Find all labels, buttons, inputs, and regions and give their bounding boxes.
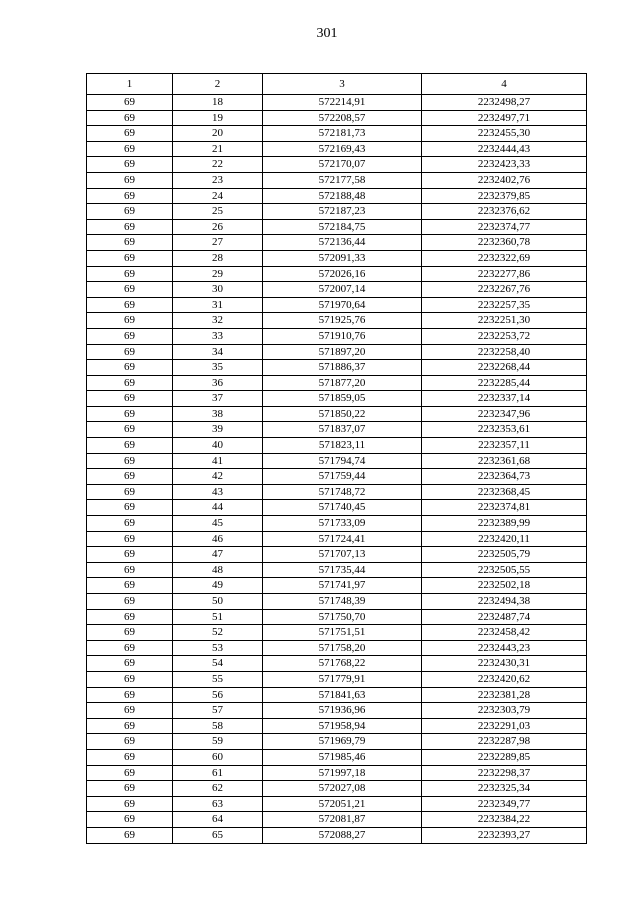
table-cell-col-1: 69 [87, 578, 173, 594]
table-cell-col-3: 572051,21 [263, 796, 422, 812]
table-cell-col-2: 38 [173, 406, 263, 422]
table-cell-col-2: 32 [173, 313, 263, 329]
table-cell-col-4: 2232423,33 [422, 157, 587, 173]
table-cell-col-3: 572177,58 [263, 172, 422, 188]
table-cell-col-1: 69 [87, 266, 173, 282]
table-cell-col-4: 2232277,86 [422, 266, 587, 282]
table-cell-col-3: 572170,07 [263, 157, 422, 173]
table-body [87, 95, 587, 844]
table-cell-col-2: 51 [173, 609, 263, 625]
table-cell-col-2: 63 [173, 796, 263, 812]
table-cell-col-3: 572214,91 [263, 95, 422, 111]
table-row [87, 484, 587, 500]
table-row [87, 812, 587, 828]
table-cell-col-1: 69 [87, 749, 173, 765]
table-cell-col-4: 2232487,74 [422, 609, 587, 625]
column-header-4: 4 [422, 74, 587, 95]
table-cell-col-4: 2232322,69 [422, 250, 587, 266]
table-cell-col-3: 571741,97 [263, 578, 422, 594]
table-cell-col-3: 571733,09 [263, 516, 422, 532]
table-cell-col-1: 69 [87, 765, 173, 781]
table-cell-col-4: 2232287,98 [422, 734, 587, 750]
table-cell-col-1: 69 [87, 453, 173, 469]
table-cell-col-3: 571794,74 [263, 453, 422, 469]
table-cell-col-4: 2232361,68 [422, 453, 587, 469]
table-row [87, 531, 587, 547]
table-cell-col-4: 2232258,40 [422, 344, 587, 360]
table-cell-col-1: 69 [87, 781, 173, 797]
table-cell-col-1: 69 [87, 625, 173, 641]
table-row [87, 703, 587, 719]
table-cell-col-4: 2232357,11 [422, 438, 587, 454]
table-row [87, 578, 587, 594]
table-cell-col-1: 69 [87, 313, 173, 329]
table-cell-col-2: 43 [173, 484, 263, 500]
table-row [87, 749, 587, 765]
table-cell-col-1: 69 [87, 562, 173, 578]
table-cell-col-3: 571750,70 [263, 609, 422, 625]
table-row [87, 609, 587, 625]
table-row [87, 204, 587, 220]
table-cell-col-2: 36 [173, 375, 263, 391]
table-cell-col-1: 69 [87, 469, 173, 485]
table-cell-col-1: 69 [87, 796, 173, 812]
table-cell-col-2: 54 [173, 656, 263, 672]
table-cell-col-2: 26 [173, 219, 263, 235]
table-row [87, 500, 587, 516]
table-cell-col-4: 2232374,81 [422, 500, 587, 516]
table-cell-col-3: 571735,44 [263, 562, 422, 578]
table-cell-col-4: 2232379,85 [422, 188, 587, 204]
table-cell-col-4: 2232298,37 [422, 765, 587, 781]
table-cell-col-2: 18 [173, 95, 263, 111]
table-cell-col-1: 69 [87, 687, 173, 703]
table-cell-col-1: 69 [87, 609, 173, 625]
table-cell-col-2: 52 [173, 625, 263, 641]
table-cell-col-4: 2232285,44 [422, 375, 587, 391]
table-cell-col-4: 2232393,27 [422, 827, 587, 843]
table-cell-col-2: 49 [173, 578, 263, 594]
table-cell-col-2: 62 [173, 781, 263, 797]
table-row [87, 640, 587, 656]
table-cell-col-4: 2232291,03 [422, 718, 587, 734]
table-cell-col-1: 69 [87, 126, 173, 142]
table-row [87, 547, 587, 563]
table-row [87, 375, 587, 391]
table-cell-col-4: 2232374,77 [422, 219, 587, 235]
table-cell-col-2: 37 [173, 391, 263, 407]
table-cell-col-4: 2232347,96 [422, 406, 587, 422]
table-row [87, 671, 587, 687]
table-cell-col-2: 21 [173, 141, 263, 157]
table-cell-col-1: 69 [87, 516, 173, 532]
table-cell-col-3: 572081,87 [263, 812, 422, 828]
table-cell-col-2: 45 [173, 516, 263, 532]
table-row [87, 625, 587, 641]
table-row [87, 157, 587, 173]
table-cell-col-2: 29 [173, 266, 263, 282]
table-cell-col-1: 69 [87, 671, 173, 687]
table-cell-col-4: 2232443,23 [422, 640, 587, 656]
table-cell-col-2: 48 [173, 562, 263, 578]
table-cell-col-4: 2232430,31 [422, 656, 587, 672]
table-cell-col-2: 64 [173, 812, 263, 828]
table-cell-col-3: 571859,05 [263, 391, 422, 407]
table-row [87, 796, 587, 812]
table-cell-col-2: 24 [173, 188, 263, 204]
table-cell-col-3: 572188,48 [263, 188, 422, 204]
table-row [87, 687, 587, 703]
table-cell-col-2: 50 [173, 594, 263, 610]
table-cell-col-3: 571748,72 [263, 484, 422, 500]
table-cell-col-2: 56 [173, 687, 263, 703]
table-cell-col-2: 20 [173, 126, 263, 142]
table-row [87, 438, 587, 454]
table-row [87, 126, 587, 142]
table-row [87, 656, 587, 672]
table-cell-col-1: 69 [87, 95, 173, 111]
table-row [87, 313, 587, 329]
table-cell-col-1: 69 [87, 250, 173, 266]
table-cell-col-4: 2232444,43 [422, 141, 587, 157]
table-cell-col-3: 571970,64 [263, 297, 422, 313]
table-row [87, 406, 587, 422]
table-cell-col-2: 25 [173, 204, 263, 220]
table-cell-col-1: 69 [87, 172, 173, 188]
page-number: 301 [316, 26, 338, 41]
table-cell-col-3: 572184,75 [263, 219, 422, 235]
table-cell-col-3: 571707,13 [263, 547, 422, 563]
table-cell-col-4: 2232505,79 [422, 547, 587, 563]
table-cell-col-1: 69 [87, 375, 173, 391]
table-cell-col-1: 69 [87, 718, 173, 734]
table-cell-col-1: 69 [87, 204, 173, 220]
table-row [87, 469, 587, 485]
table-cell-col-4: 2232289,85 [422, 749, 587, 765]
table-cell-col-2: 34 [173, 344, 263, 360]
table-row [87, 453, 587, 469]
table-cell-col-1: 69 [87, 219, 173, 235]
table-cell-col-2: 22 [173, 157, 263, 173]
table-cell-col-3: 571925,76 [263, 313, 422, 329]
table-cell-col-3: 571759,44 [263, 469, 422, 485]
table-cell-col-3: 571740,45 [263, 500, 422, 516]
table-cell-col-3: 572007,14 [263, 282, 422, 298]
table-cell-col-4: 2232420,62 [422, 671, 587, 687]
table-cell-col-3: 571758,20 [263, 640, 422, 656]
table-row [87, 188, 587, 204]
table-cell-col-2: 65 [173, 827, 263, 843]
table-row [87, 718, 587, 734]
table-cell-col-2: 41 [173, 453, 263, 469]
table-cell-col-1: 69 [87, 235, 173, 251]
table-cell-col-4: 2232402,76 [422, 172, 587, 188]
table-cell-col-1: 69 [87, 531, 173, 547]
table-cell-col-3: 572187,23 [263, 204, 422, 220]
table-cell-col-4: 2232498,27 [422, 95, 587, 111]
table-cell-col-1: 69 [87, 812, 173, 828]
table-cell-col-1: 69 [87, 827, 173, 843]
table-row [87, 141, 587, 157]
table-row [87, 95, 587, 111]
table-cell-col-1: 69 [87, 406, 173, 422]
table-row [87, 594, 587, 610]
table-cell-col-4: 2232420,11 [422, 531, 587, 547]
table-cell-col-4: 2232502,18 [422, 578, 587, 594]
table-cell-col-1: 69 [87, 656, 173, 672]
table-cell-col-3: 571779,91 [263, 671, 422, 687]
table-cell-col-4: 2232349,77 [422, 796, 587, 812]
table-cell-col-4: 2232389,99 [422, 516, 587, 532]
table-cell-col-2: 57 [173, 703, 263, 719]
table-row [87, 282, 587, 298]
table-cell-col-1: 69 [87, 484, 173, 500]
table-cell-col-4: 2232376,62 [422, 204, 587, 220]
table-cell-col-2: 53 [173, 640, 263, 656]
table-cell-col-3: 571997,18 [263, 765, 422, 781]
table-cell-col-3: 571841,63 [263, 687, 422, 703]
table-row [87, 516, 587, 532]
table-cell-col-1: 69 [87, 547, 173, 563]
table-cell-col-3: 571724,41 [263, 531, 422, 547]
table-cell-col-1: 69 [87, 328, 173, 344]
table-cell-col-3: 571910,76 [263, 328, 422, 344]
table-cell-col-2: 42 [173, 469, 263, 485]
table-cell-col-1: 69 [87, 188, 173, 204]
table-cell-col-3: 571969,79 [263, 734, 422, 750]
coordinates-table [86, 73, 587, 844]
table-row [87, 266, 587, 282]
table-cell-col-2: 39 [173, 422, 263, 438]
table-cell-col-1: 69 [87, 438, 173, 454]
table-row [87, 422, 587, 438]
table-cell-col-3: 571823,11 [263, 438, 422, 454]
table-cell-col-2: 31 [173, 297, 263, 313]
table-cell-col-4: 2232494,38 [422, 594, 587, 610]
table-cell-col-1: 69 [87, 594, 173, 610]
table-cell-col-4: 2232497,71 [422, 110, 587, 126]
table-cell-col-3: 572088,27 [263, 827, 422, 843]
table-cell-col-3: 571768,22 [263, 656, 422, 672]
table-row [87, 219, 587, 235]
table-cell-col-4: 2232360,78 [422, 235, 587, 251]
table-cell-col-2: 40 [173, 438, 263, 454]
table-cell-col-3: 572027,08 [263, 781, 422, 797]
table-cell-col-2: 27 [173, 235, 263, 251]
table-cell-col-1: 69 [87, 703, 173, 719]
table-row [87, 360, 587, 376]
table-cell-col-1: 69 [87, 157, 173, 173]
table-cell-col-3: 572136,44 [263, 235, 422, 251]
table-cell-col-4: 2232455,30 [422, 126, 587, 142]
table-row [87, 172, 587, 188]
table-cell-col-2: 33 [173, 328, 263, 344]
table-cell-col-2: 19 [173, 110, 263, 126]
table-cell-col-4: 2232268,44 [422, 360, 587, 376]
table-row [87, 250, 587, 266]
table-cell-col-4: 2232364,73 [422, 469, 587, 485]
table-cell-col-2: 35 [173, 360, 263, 376]
table-cell-col-1: 69 [87, 640, 173, 656]
table-cell-col-2: 60 [173, 749, 263, 765]
table-cell-col-3: 571748,39 [263, 594, 422, 610]
table-cell-col-1: 69 [87, 297, 173, 313]
table-cell-col-3: 571877,20 [263, 375, 422, 391]
table-cell-col-3: 571897,20 [263, 344, 422, 360]
table-cell-col-1: 69 [87, 391, 173, 407]
table-row [87, 297, 587, 313]
table-row [87, 344, 587, 360]
table-row [87, 391, 587, 407]
table-cell-col-4: 2232303,79 [422, 703, 587, 719]
header-row [87, 74, 587, 95]
table-cell-col-4: 2232337,14 [422, 391, 587, 407]
table-cell-col-1: 69 [87, 282, 173, 298]
table-cell-col-1: 69 [87, 110, 173, 126]
table-row [87, 781, 587, 797]
table-cell-col-3: 571936,96 [263, 703, 422, 719]
table-cell-col-2: 46 [173, 531, 263, 547]
table-cell-col-1: 69 [87, 141, 173, 157]
table-cell-col-4: 2232505,55 [422, 562, 587, 578]
table-cell-col-3: 571886,37 [263, 360, 422, 376]
table-cell-col-4: 2232253,72 [422, 328, 587, 344]
column-header-3: 3 [263, 74, 422, 95]
table-cell-col-4: 2232257,35 [422, 297, 587, 313]
table-cell-col-2: 44 [173, 500, 263, 516]
table-cell-col-2: 59 [173, 734, 263, 750]
column-header-2: 2 [173, 74, 263, 95]
table-cell-col-2: 61 [173, 765, 263, 781]
column-header-1: 1 [87, 74, 173, 95]
table-row [87, 110, 587, 126]
table-cell-col-2: 55 [173, 671, 263, 687]
table-cell-col-4: 2232251,30 [422, 313, 587, 329]
table-cell-col-4: 2232458,42 [422, 625, 587, 641]
table-row [87, 827, 587, 843]
table-cell-col-1: 69 [87, 500, 173, 516]
table-cell-col-4: 2232325,34 [422, 781, 587, 797]
table-cell-col-2: 28 [173, 250, 263, 266]
table-cell-col-1: 69 [87, 344, 173, 360]
table-cell-col-3: 572091,33 [263, 250, 422, 266]
table-row [87, 562, 587, 578]
table-row [87, 328, 587, 344]
table-cell-col-2: 47 [173, 547, 263, 563]
table-row [87, 734, 587, 750]
table-cell-col-1: 69 [87, 734, 173, 750]
table-cell-col-3: 571850,22 [263, 406, 422, 422]
table-row [87, 765, 587, 781]
table-cell-col-2: 30 [173, 282, 263, 298]
table-cell-col-3: 572181,73 [263, 126, 422, 142]
table-cell-col-3: 572208,57 [263, 110, 422, 126]
table-cell-col-3: 572026,16 [263, 266, 422, 282]
table-cell-col-3: 571751,51 [263, 625, 422, 641]
table-cell-col-2: 58 [173, 718, 263, 734]
table-cell-col-2: 23 [173, 172, 263, 188]
table-cell-col-1: 69 [87, 360, 173, 376]
table-cell-col-4: 2232353,61 [422, 422, 587, 438]
table-cell-col-4: 2232368,45 [422, 484, 587, 500]
table-header [87, 74, 587, 95]
table-cell-col-3: 571958,94 [263, 718, 422, 734]
table-cell-col-4: 2232384,22 [422, 812, 587, 828]
table-cell-col-4: 2232267,76 [422, 282, 587, 298]
table-cell-col-1: 69 [87, 422, 173, 438]
table-cell-col-3: 572169,43 [263, 141, 422, 157]
table-row [87, 235, 587, 251]
table-cell-col-3: 571837,07 [263, 422, 422, 438]
table-cell-col-4: 2232381,28 [422, 687, 587, 703]
table-cell-col-3: 571985,46 [263, 749, 422, 765]
